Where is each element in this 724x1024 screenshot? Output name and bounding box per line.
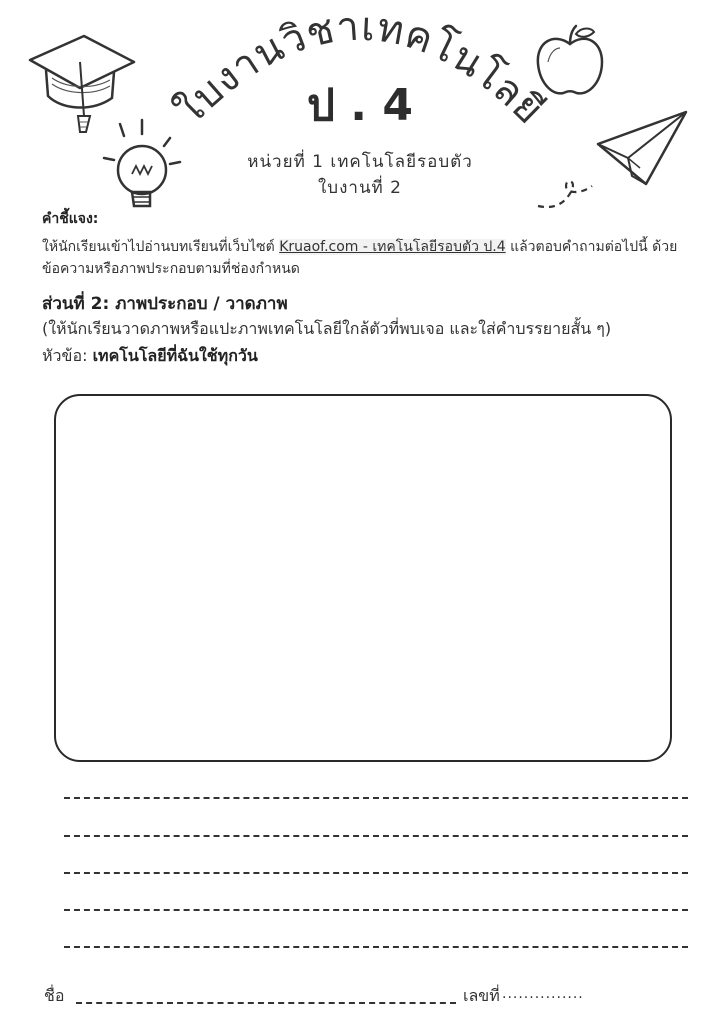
topic-line	[42, 344, 258, 369]
student-number-label: เลขที่	[463, 986, 500, 1005]
writing-line[interactable]	[64, 946, 688, 948]
instructions-text-after: แล้วตอบคำถามต่อไปนี้ ด้วยข้อความหรือภาพประกอบตามที่ช่องกำหนด	[42, 239, 678, 277]
part-title: ส่วนที่ 2: ภาพประกอบ / วาดภาพ	[42, 294, 288, 314]
worksheet-number: ใบงานที่ 2	[318, 178, 402, 198]
writing-line[interactable]	[64, 797, 688, 799]
instructions-text	[42, 236, 692, 280]
topic-value: เทคโนโลยีที่ฉันใช้ทุกวัน	[92, 346, 258, 365]
name-label: ชื่อ	[44, 986, 65, 1005]
writing-line[interactable]	[64, 835, 688, 837]
instructions-heading: คำชี้แจง:	[42, 211, 99, 227]
instructions-text-before: ให้นักเรียนเข้าไปอ่านบทเรียนที่เว็บไซต์	[42, 239, 280, 255]
title-arc-text: ใบงานวิชาเทคโนโลยี	[167, 3, 553, 134]
part-description: (ให้นักเรียนวาดภาพหรือแปะภาพเทคโนโลยีใกล้ตัวที่พบเจอ และใส่คำบรรยายสั้น ๆ)	[42, 319, 612, 338]
unit-title: หน่วยที่ 1 เทคโนโลยีรอบตัว	[247, 152, 473, 172]
student-number-field[interactable]: ...............	[502, 986, 584, 1002]
grade-label: ป . 4	[307, 80, 413, 131]
lesson-link[interactable]: Kruaof.com - เทคโนโลยีรอบตัว ป.4	[279, 239, 506, 255]
name-field[interactable]	[76, 1002, 456, 1004]
writing-line[interactable]	[64, 872, 688, 874]
topic-label: หัวข้อ:	[42, 346, 93, 365]
drawing-area[interactable]	[54, 394, 672, 762]
writing-line[interactable]	[64, 909, 688, 911]
